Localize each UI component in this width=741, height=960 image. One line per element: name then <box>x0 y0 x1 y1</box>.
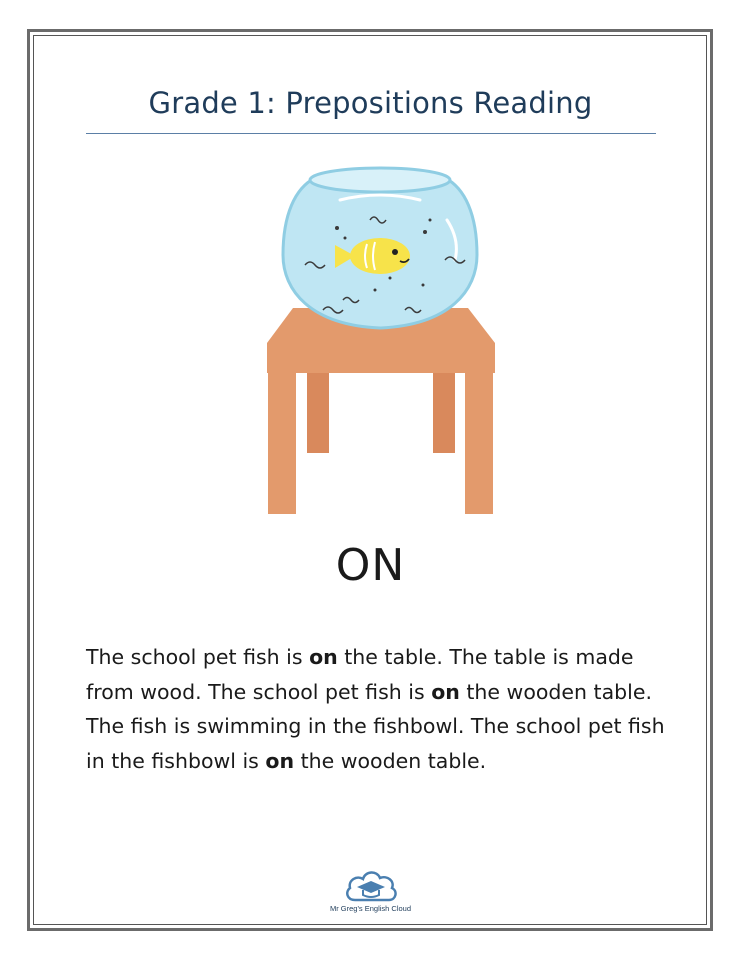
preposition-word: ON <box>335 540 406 591</box>
passage-text: The school pet fish is <box>86 645 310 669</box>
title-underline <box>86 133 656 134</box>
emphasized-preposition: on <box>431 679 460 704</box>
table-leg-left <box>268 372 296 514</box>
cloud-graduation-cap-icon <box>343 866 399 906</box>
table-back-leg-right <box>433 365 455 453</box>
table-apron <box>267 343 495 373</box>
passage-text: the wooden table. <box>294 748 487 773</box>
emphasized-preposition: on <box>265 748 295 773</box>
fishbowl-on-table-illustration <box>255 160 505 524</box>
table-leg-right <box>465 372 493 514</box>
table-back-leg-left <box>307 365 329 453</box>
logo-caption: Mr Greg's English Cloud <box>329 904 412 913</box>
passage-text: the wooden table. The fish is swimming in the fishbowl. The school pet fish in the fishbowl is <box>86 679 665 773</box>
emphasized-preposition: on <box>309 645 338 669</box>
passage-text: the table. The table is made from wood. The school pet fish is <box>86 645 634 704</box>
page-title: Grade 1: Prepositions Reading <box>148 86 593 120</box>
reading-passage <box>86 640 666 778</box>
